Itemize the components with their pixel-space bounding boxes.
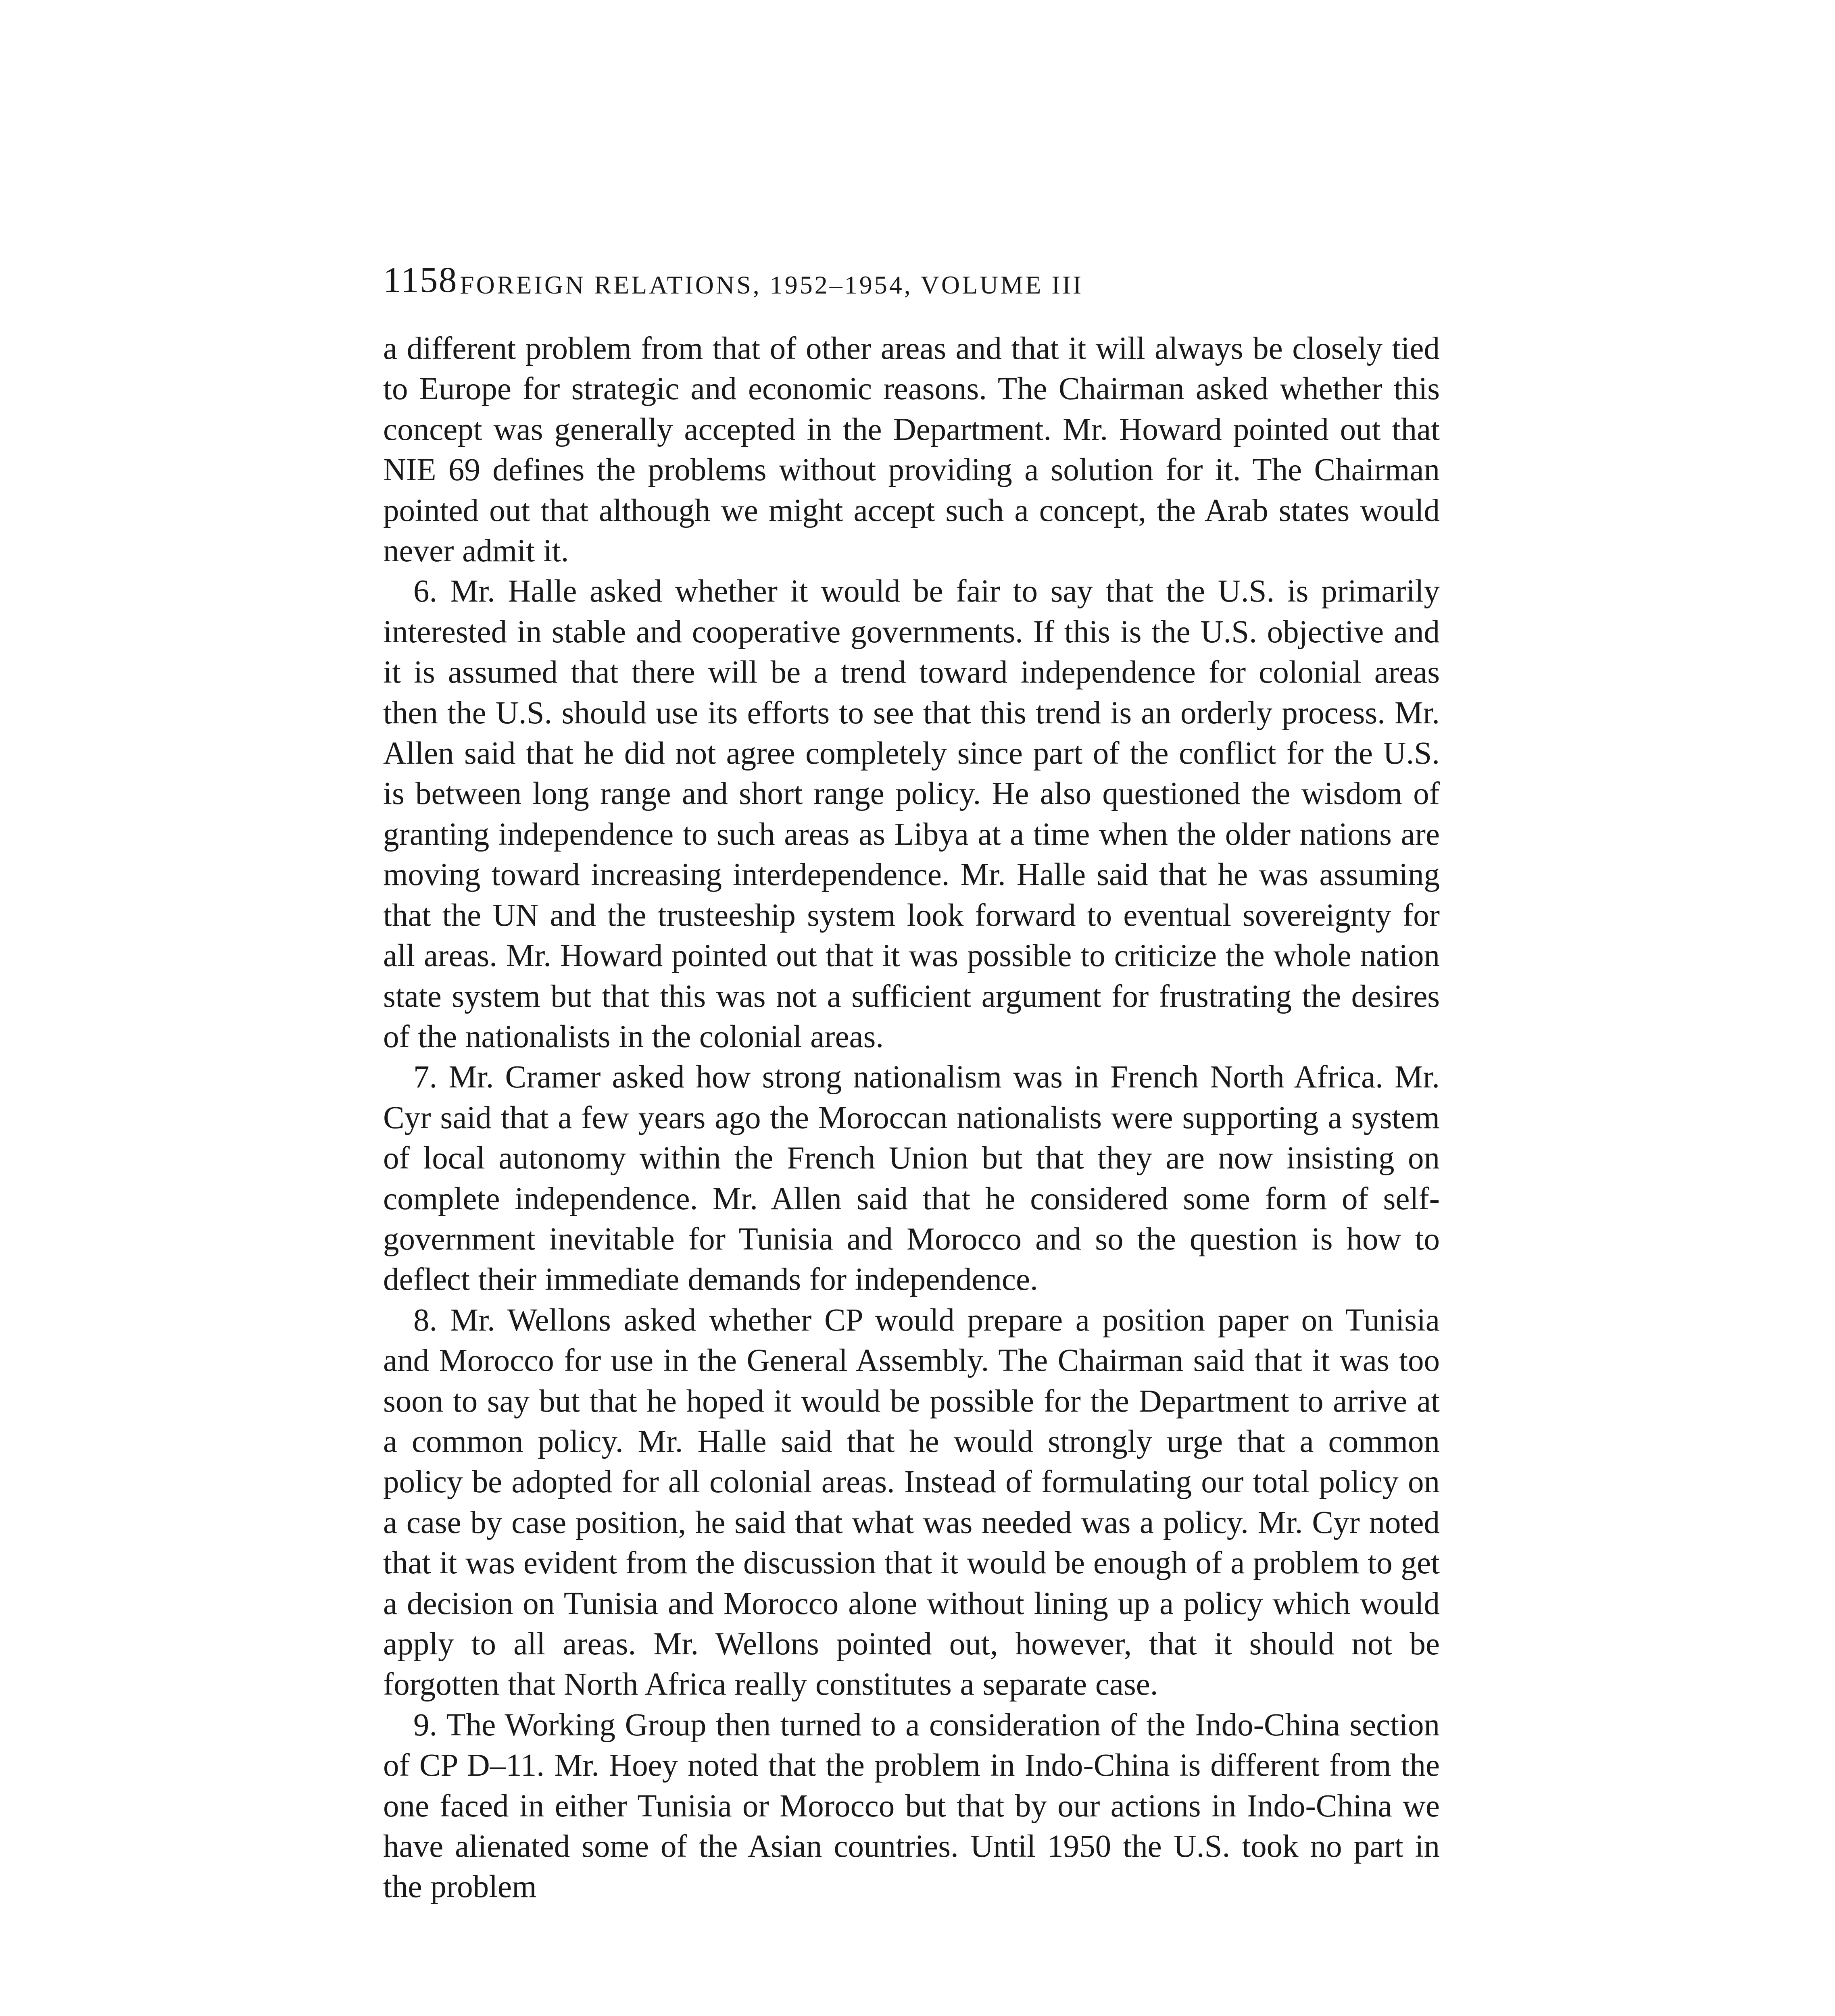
paragraph-6: 6. Mr. Halle asked whether it would be fair to say that the U.S. is primarily interested in stable and cooperative governments. If this is the U.S. objective and it is assumed that there will be a trend toward independence for colonial areas then the U.S. should use its efforts to see that this trend is an orderly process. Mr. Allen said that he did not agree completely since part of the conflict for the U.S. is between long range and short range policy. He also questioned the wisdom of granting independence to such areas as Libya at a time when the older nations are moving toward increasing interdependence. Mr. Halle said that he was assuming that the UN and the trusteeship system look forward to eventual sovereignty for all areas. Mr. Howard pointed out that it was possible to criticize the whole nation state system but that this was not a sufficient argument for frustrating the desires of the nationalists in the colonial areas. xyxy=(383,574,1440,1054)
paragraph-9: 9. The Working Group then turned to a consideration of the Indo-China section of CP D–11. Mr. Hoey noted that the problem in Indo-China is different from the one faced in either Tunisia or Morocco but that by our actions in Indo-China we have alienated some of the Asian countries. Until 1950 the U.S. took no part in the problem xyxy=(383,1707,1440,1905)
paragraph-8: 8. Mr. Wellons asked whether CP would prepare a position paper on Tunisia and Morocco for use in the General Assembly. The Chairman said that it was too soon to say but that he hoped it would be possible for the Department to arrive at a common policy. Mr. Halle said that he would strongly urge that a common policy be adopted for all colonial areas. Instead of formulating our total policy on a case by case position, he said that what was needed was a policy. Mr. Cyr noted that it was evident from the discussion that it would be enough of a problem to get a decision on Tunisia and Morocco alone without lining up a policy which would apply to all areas. Mr. Wellons pointed out, however, that it should not be forgotten that North Africa really constitutes a separate case. xyxy=(383,1302,1440,1702)
paragraph-7: 7. Mr. Cramer asked how strong nationalism was in French North Africa. Mr. Cyr said that a few years ago the Moroccan nationalists were supporting a system of local autonomy within the French Union but that they are now insisting on complete independence. Mr. Allen said that he considered some form of self-government inevitable for Tunisia and Morocco and so the question is how to deflect their immediate demands for independence. xyxy=(383,1060,1440,1297)
running-head xyxy=(383,258,1440,302)
paragraph-continuation: a different problem from that of other areas and that it will always be closely tied to Europe for strategic and economic reasons. The Chairman asked whether this concept was generally accepted in the Department. Mr. Howard pointed out that NIE 69 defines the problems without providing a solution for it. The Chairman pointed out that although we might accept such a concept, the Arab states would never admit it. xyxy=(383,331,1440,569)
running-head-title: FOREIGN RELATIONS, 1952–1954, VOLUME III xyxy=(460,271,1084,299)
body-text xyxy=(383,329,1440,1908)
page-number: 1158 xyxy=(383,260,458,300)
